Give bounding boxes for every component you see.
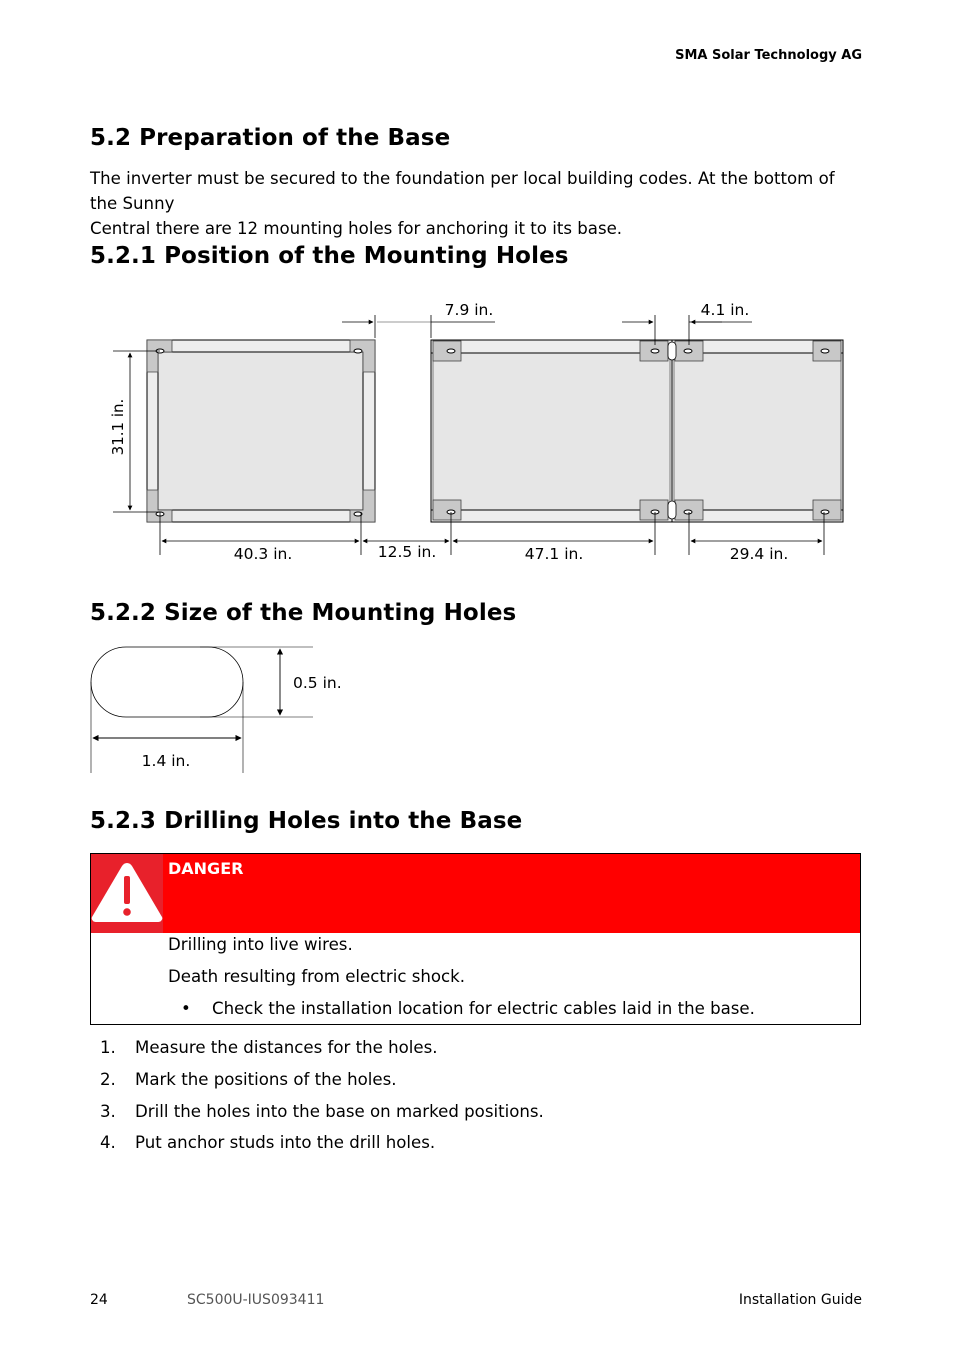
hole-width-label: 1.4 in. xyxy=(141,752,191,770)
right-frame xyxy=(431,340,843,522)
dim-offset-top xyxy=(342,301,495,338)
steps-list xyxy=(0,1038,954,1168)
danger-label: DANGER xyxy=(168,859,244,878)
footer-doc-id: SC500U-IUS093411 xyxy=(187,1292,325,1308)
step-text: Drill the holes into the base on marked positions. xyxy=(135,1102,544,1121)
dim-width-mid-label: 47.1 in. xyxy=(524,545,584,563)
mounting-hole-size-diagram xyxy=(80,640,370,780)
danger-bullet-symbol: • xyxy=(181,999,191,1018)
dim-offset-top-label: 7.9 in. xyxy=(444,301,494,319)
hole-height-label: 0.5 in. xyxy=(293,674,342,692)
left-frame xyxy=(147,340,375,522)
step-number: 2. xyxy=(100,1070,116,1089)
danger-consequence: Death resulting from electric shock. xyxy=(168,967,466,986)
dim-gap-label: 12.5 in. xyxy=(377,543,437,561)
header-company: SMA Solar Technology AG xyxy=(675,48,862,63)
intro-paragraph xyxy=(90,166,862,241)
step-number: 1. xyxy=(100,1038,116,1057)
footer-guide: Installation Guide xyxy=(738,1292,862,1308)
step-text: Put anchor studs into the drill holes. xyxy=(135,1133,436,1152)
danger-bullet-text: Check the installation location for electric cables laid in the base. xyxy=(212,999,755,1018)
dim-width-right-label: 29.4 in. xyxy=(729,545,789,563)
danger-hazard: Drilling into live wires. xyxy=(168,935,353,954)
step-number: 4. xyxy=(100,1133,116,1152)
slotted-hole-shape xyxy=(91,647,243,717)
drilling-title: 5.2.3 Drilling Holes into the Base xyxy=(90,808,523,834)
step-number: 3. xyxy=(100,1102,116,1121)
dim-offset-split xyxy=(622,301,752,345)
step-text: Measure the distances for the holes. xyxy=(135,1038,438,1057)
dim-height-label: 31.1 in. xyxy=(109,398,127,456)
size-title: 5.2.2 Size of the Mounting Holes xyxy=(90,600,517,626)
intro-line-1: The inverter must be secured to the foundation per local building codes. At the bottom of the Sunny xyxy=(90,169,835,213)
positions-title: 5.2.1 Position of the Mounting Holes xyxy=(90,243,569,269)
intro-line-2: Central there are 12 mounting holes for anchoring it to its base. xyxy=(90,219,623,238)
dim-width-left-label: 40.3 in. xyxy=(233,545,293,563)
warning-triangle-icon xyxy=(91,854,163,933)
section-title: 5.2 Preparation of the Base xyxy=(90,125,451,151)
footer-page-number: 24 xyxy=(90,1292,108,1308)
step-text: Mark the positions of the holes. xyxy=(135,1070,397,1089)
danger-box xyxy=(90,853,861,1025)
danger-icon-background xyxy=(91,854,163,933)
danger-header-bar xyxy=(91,854,860,933)
dim-offset-split-label: 4.1 in. xyxy=(700,301,750,319)
mounting-holes-position-diagram xyxy=(0,290,954,570)
